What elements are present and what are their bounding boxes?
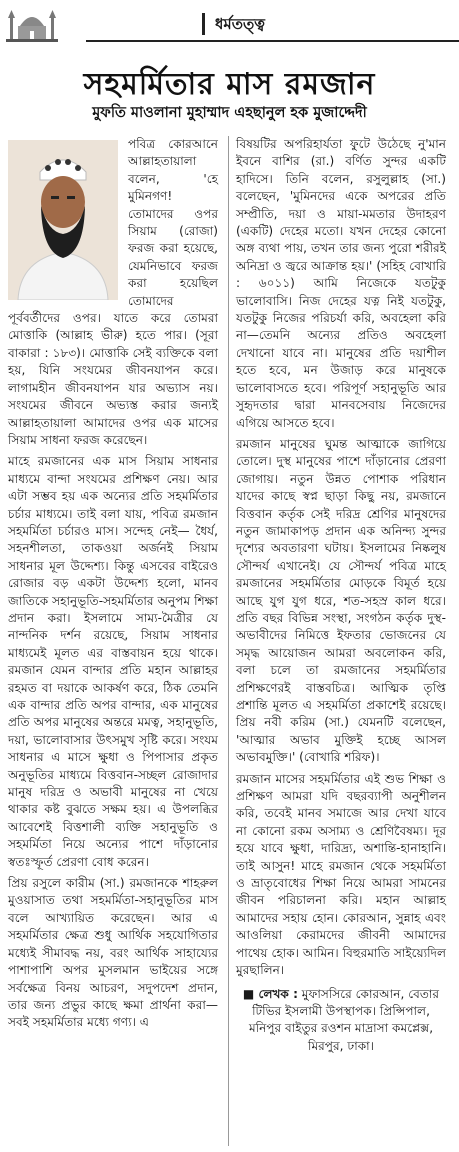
paragraph: মাহে রমজানের এক মাস সিয়াম সাধনার মাধ্যমে বান্দা সংযমের প্রশিক্ষণ নেয়। আর এটা সম্ভব হয় এক অন্যের প্রতি সহমর্মিতার চর্চার মাধ্যমে। তাই বলা যায়, পবিত্র রমজান সহমর্মিতা চর্চারও মাস। সন্দেহ নেই— ধৈর্য, সহনশীলতা, তাকওয়া অর্জনই সিয়াম সাধনার মূল উদ্দেশ্য। কিন্তু এসবের বাইরেও রোজার বড় একটা উদ্দেশ্য হলো, মানব জাতিকে সহানুভূতি-সহমর্মিতার অনুপম শিক্ষা প্রদান করা। ইসলামে সাম্য-মৈত্রীর যে নান্দনিক দর্শন রয়েছে, সিয়াম সাধনার মাধ্যমেই মূলত এর বাস্তবায়ন হয়ে থাকে। রমজান যেমন বান্দার প্রতি মহান আল্লাহর রহমত বা দয়াকে আকর্ষণ করে, ঠিক তেমনি এক বান্দার প্রতি অপর বান্দার, এক মানুষের প্রতি অপর মানুষের অন্তরে মমত্ব, সহানুভূতি, দয়া, ভালোবাসার উৎসমুখ সৃষ্টি করে। সংযম সাধনার এ মাসে ক্ষুধা ও পিপাসার প্রকৃত অনুভূতির মাধ্যমে বিত্তবান-সচ্ছল রোজাদার মানুষ দরিদ্র ও অভাবী মানুষের না খেয়ে থাকার কষ্ট বুঝতে সক্ষম হয়। এ উপলব্ধির আবেশেই বিত্তশালী ব্যক্তি সহানুভূতি ও সহমর্মিতা নিয়ে অন্যের পাশে দাঁড়ানোর স্বতঃস্ফূর্ত প্রেরণা বোধ করেন।: [8, 454, 218, 869]
article-column-left: [8, 136, 218, 1148]
article-author: মুফতি মাওলানা মুহাম্মাদ এহছানুল হক মুজাদ্দেদী: [92, 105, 367, 121]
byline-text: মুফাসসিরে কোরআন, বেতার টিভির ইসলামী উপস্থাপক। প্রিন্সিপাল, মনিপুর বাইতুর রওশন মাদ্রাসা কমপ্লেক্স, মিরপুর, ঢাকা।: [248, 986, 440, 1053]
author-byline: [236, 986, 446, 1056]
column-divider: [228, 136, 229, 1146]
section-label: ধর্মতত্ত্ব: [202, 13, 275, 35]
paragraph: রমজান মানুষের ঘুমন্ত আত্মাকে জাগিয়ে তোলে। দুস্থ মানুষের পাশে দাঁড়ানোর প্রেরণা জোগায়। নতুন উন্নত পোশাক পরিধান যাদের কাছে স্বপ্ন ছাড়া কিছু নয়, রমজানে বিত্তবান কর্তৃক সেই দরিদ্র শ্রেণির মানুষদের নতুন জামাকাপড় প্রদান এক অনিন্দ্য সুন্দর দৃশ্যের অবতারণা ঘটায়। ইসলামের নিষ্কলুষ সৌন্দর্য এখানেই। যে সৌন্দর্য পবিত্র মাহে রমজানের সহমর্মিতার মোড়কে বিমূর্ত হয়ে আছে যুগ যুগ ধরে, শত-সহস্র কাল ধরে। প্রতি বছর বিভিন্ন সংস্থা, সংগঠন কর্তৃক দুস্থ-অভাবীদের নিমিত্তে ইফতার ভোজনের যে সমৃদ্ধ আয়োজন আমরা অবলোকন করি, বলা চলে তা রমজানের সহমর্মিতার প্রশিক্ষণেরই বাস্তবচিত্র। আত্মিক তৃপ্তি প্রশান্তি মূলত এ সহমর্মিতা প্রকাশেই রয়েছে। প্রিয় নবী করিম (সা.) যেমনটি বলেছেন, 'আত্মার অভাব মুক্তিই হচ্ছে আসল অভাবমুক্তি।' (বোখারি শরিফ)।: [236, 436, 446, 765]
paragraph: বিষয়টির অপরিহার্যতা ফুটে উঠেছে নু'মান ইবনে বাশির (রা.) বর্ণিত সুন্দর একটি হাদিসে। তিনি বলেন, রসুলুল্লাহ (সা.) বলেছেন, 'মুমিনদের একে অপরের প্রতি সম্প্রীতি, দয়া ও মায়া-মমতার উদাহরণ (একটি) দেহের মতো। যখন দেহের কোনো অঙ্গ ব্যথা পায়, তখন তার জন্য পুরো শরীরই অনিদ্রা ও জ্বরে আক্রান্ত হয়।' (সহিহ বোখারি : ৬০১১) আমি নিজেকে যতটুকু ভালোবাসি। নিজ দেহের যত্ন নিই যতটুকু, যতটুকু নিজের পরিচর্যা করি, অবহেলা করি না—তেমনি অন্যের প্রতিও অবহেলা দেখানো যাবে না। মানুষের প্রতি দয়াশীল হতে হবে, মন উজাড় করে মানুষকে ভালোবাসতে হবে। পরিপূর্ণ সহানুভূতি আর সুহৃদতার দ্বারা মানবসেবায় নিজেদের এগিয়ে আসতে হবে।: [236, 137, 446, 430]
article-column-right: [236, 136, 446, 1148]
paragraph: প্রিয় রসুলে কারীম (সা.) রমজানকে শাহরুল মুওয়াসাত তথা সহমর্মিতা-সহানুভূতির মাস বলে আখ্যায়িত করেছেন। আর এ সহমর্মিতার ক্ষেত্র শুধু আর্থিক সহযোগিতার মধ্যেই সীমাবদ্ধ নয়, বরং আর্থিক সাহায্যের পাশাপাশি অপর মুসলমান ভাইয়ের সঙ্গে সর্বক্ষেত্র বিনয় আচরণ, সদুপদেশ প্রদান, তার জন্য প্রভুর কাছে ক্ষমা প্রার্থনা করা— সবই সহমর্মিতার মধ্যে গণ্য। এ: [8, 876, 218, 1030]
paragraph: পবিত্র কোরআনে আল্লাহতায়ালা বলেন, 'হে মুমিনগণ! তোমাদের ওপর সিয়াম (রোজা) ফরজ করা হয়েছে, যেমনিভাবে ফরজ করা হয়েছিল তোমাদের পূর্ববর্তীদের ওপর। যাতে করে তোমরা মোত্তাকি (আল্লাহ ভীরু) হতে পার। (সূরা বাকারা : ১৮৩)। মোত্তাকি সেই ব্যক্তিকে বলা হয়, যিনি সংযমের জীবনযাপন করে। লাগামহীন জীবনযাপন যার অভ্যাস নয়। সংযমের জীবনে অভ্যস্ত করার জন্যই আল্লাহতায়ালা আমাদের ওপর এক মাসের সিয়াম সাধনা ফরজ করেছেন।: [8, 137, 218, 447]
author-photo: [8, 140, 118, 300]
mosque-logo-icon: [6, 6, 58, 44]
paragraph: রমজান মাসের সহমর্মিতার এই শুভ শিক্ষা ও প্রশিক্ষণ আমরা যদি বছরব্যাপী অনুশীলন করি, তবেই মানব সমাজে আর দেখা যাবে না কোনো রকম অসাম্য ও শ্রেণিবৈষম্য। দূর হয়ে যাবে ক্ষুধা, দারিদ্র্য, অশান্তি-হানাহানি। তাই আসুন! মাহে রমজান থেকে সহমর্মিতা ও ভ্রাতৃবোধের শিক্ষা নিয়ে আমরা সামনের জীবন পরিচালনা করি। মহান আল্লাহ আমাদের সহায় হোন। কোরআন, সুন্নাহ এবং আওলিয়া কেরামদের জীবনী আমাদের পাথেয় হোক। আমিন। বিহুরমাতি সাইয়্যেদিল মুরছালিন।: [236, 771, 446, 978]
author-portrait-icon: [8, 140, 118, 300]
article-title: সহমর্মিতার মাস রমজান: [83, 67, 376, 102]
byline-label: ■ লেখক :: [242, 986, 298, 1001]
section-header: [86, 8, 459, 42]
